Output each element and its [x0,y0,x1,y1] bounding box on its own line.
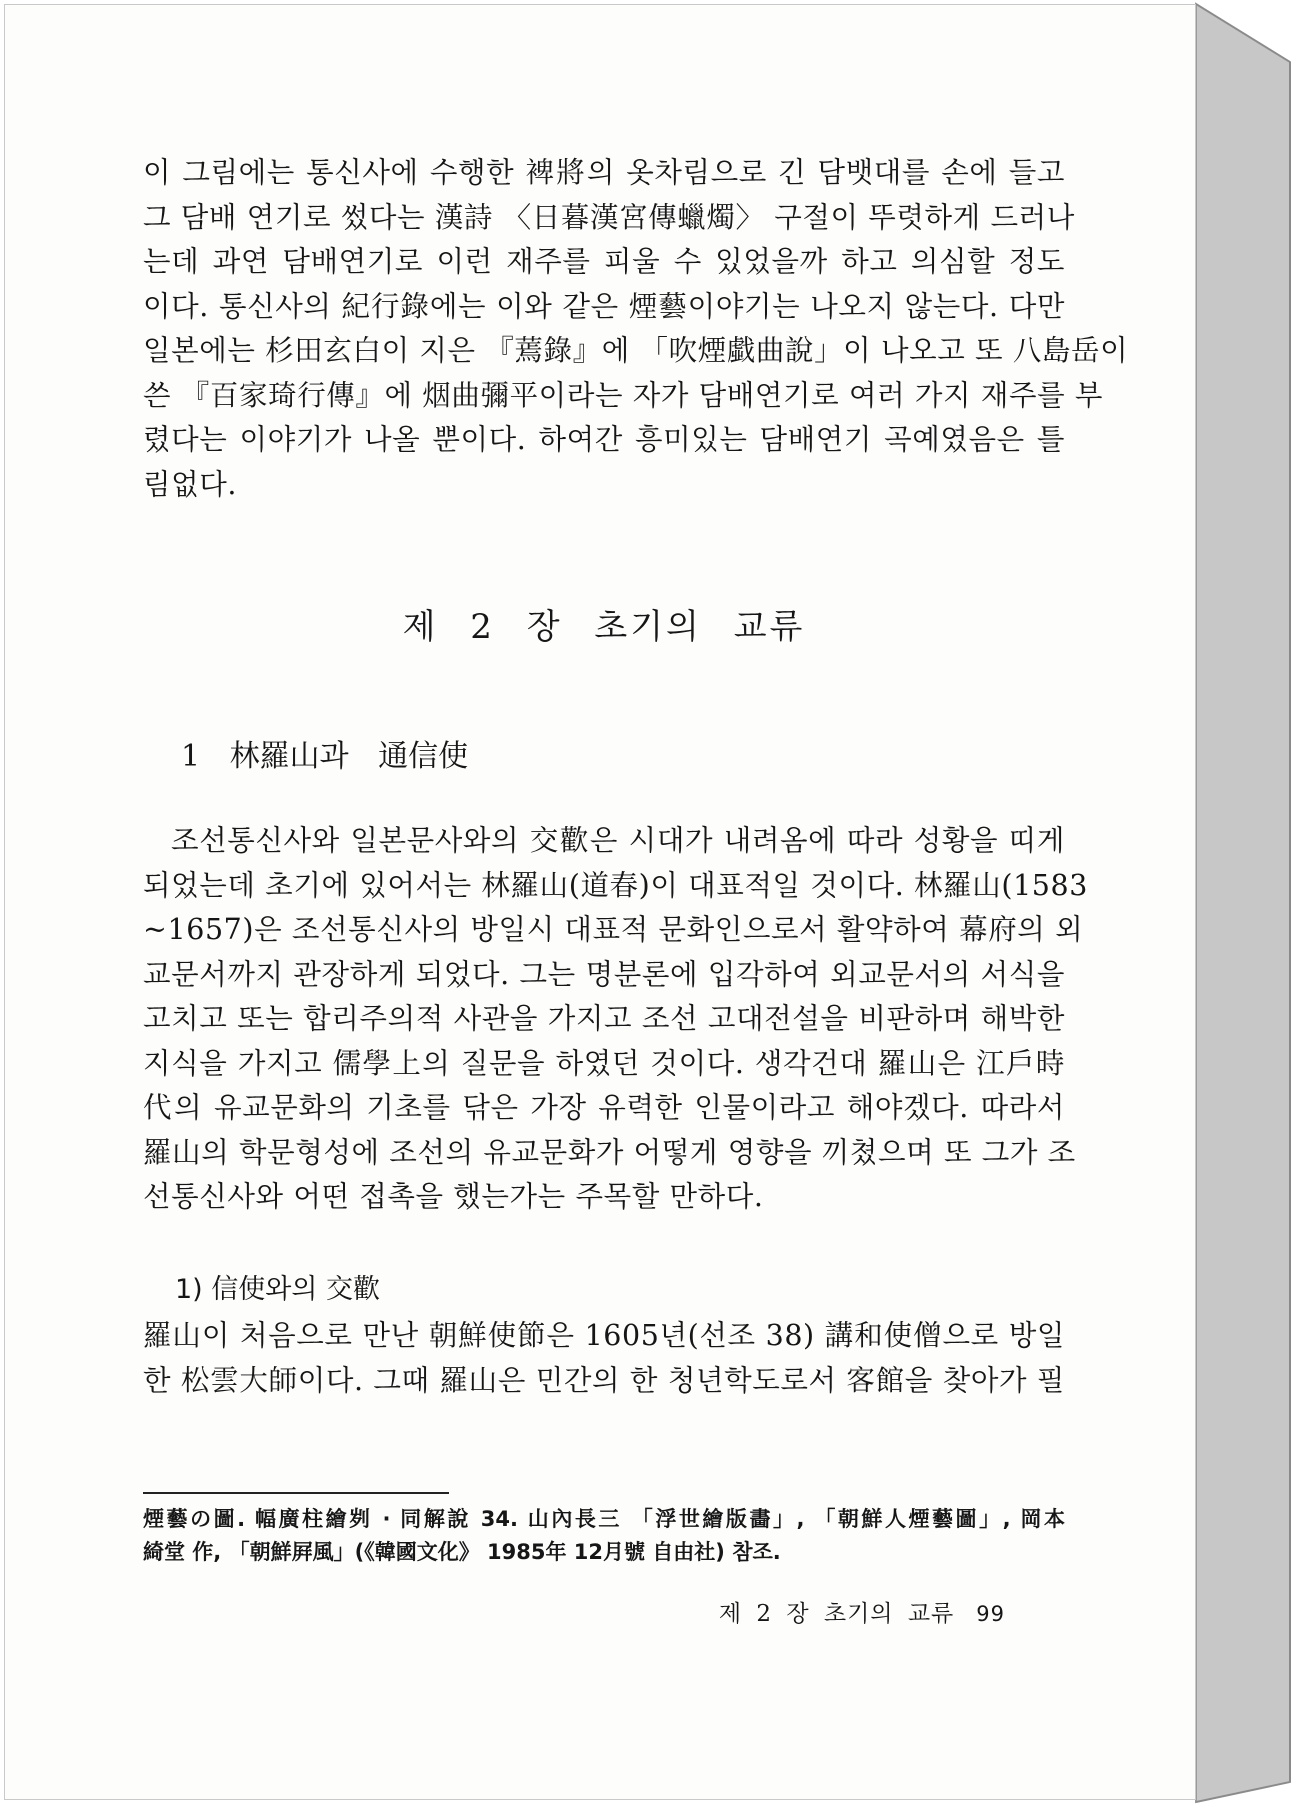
footnote-divider [143,1492,449,1494]
paragraph-section-body [143,819,1088,1220]
footnote-line: 煙藝の圖. 幅廣柱繪刿 · 同解說 34. 山內長三 「浮世繪版畵」, 「朝鮮人煙藝圖」, 岡本 [143,1507,1065,1531]
footnote [143,1503,1065,1569]
text-line: 되었는데 초기에 있어서는 林羅山(道春)이 대표적일 것이다. 林羅山(1583 [143,868,1088,902]
text-line: 교문서까지 관장하게 되었다. 그는 명분론에 입각하여 외교문서의 서식을 [143,957,1065,991]
text-line: 선통신사와 어떤 접촉을 했는가는 주목할 만하다. [143,1180,764,1213]
section-heading: 1 林羅山과 通信使 [181,739,469,774]
footnote-line: 綺堂 作, 「朝鮮屛風」(《韓國文化》 1985年 12月號 自由社) 참조. [143,1540,781,1564]
text-line: 羅山의 학문형성에 조선의 유교문화가 어떻게 영향을 끼쳤으며 또 그가 조 [143,1135,1076,1169]
text-line: ~1657)은 조선통신사의 방일시 대표적 문화인으로서 활약하여 幕府의 외 [143,913,1084,946]
chapter-title: 제 2 장 초기의 교류 [402,607,806,647]
text-line: 이 그림에는 통신사에 수행한 裨將의 옷차림으로 긴 담뱃대를 손에 들고 [143,156,1065,189]
paragraph-intro [143,151,1129,507]
subsection-heading: 1) 信使와의 交歡 [175,1274,381,1305]
text-line: 일본에는 杉田玄白이 지은 『蔫錄』에 「吹煙戱曲說」이 나오고 또 八島岳이 [143,334,1129,367]
page-content [143,151,1129,1627]
book-page [4,4,1196,1800]
text-line: 이다. 통신사의 紀行錄에는 이와 같은 煙藝이야기는 나오지 않는다. 다만 [143,289,1065,323]
text-line: 고치고 또는 합리주의적 사관을 가지고 조선 고대전설을 비판하며 해박한 [143,1002,1065,1035]
running-footer [719,1595,1005,1628]
text-line: 그 담배 연기로 썼다는 漢詩 〈日暮漢宮傳蠟燭〉 구절이 뚜렷하게 드러나 [143,200,1075,234]
text-line: 지식을 가지고 儒學上의 질문을 하였던 것이다. 생각건대 羅山은 江戶時 [143,1046,1065,1080]
text-line: 조선통신사와 일본문사와의 交歡은 시대가 내려옴에 따라 성황을 띠게 [171,824,1065,857]
page-number: 99 [976,1602,1005,1626]
text-line: 代의 유교문화의 기초를 닦은 가장 유력한 인물이라고 해야겠다. 따라서 [143,1091,1065,1124]
text-line: 는데 과연 담배연기로 이런 재주를 피울 수 있었을까 하고 의심할 정도 [143,245,1065,278]
text-line: 쓴 『百家琦行傳』에 烟曲彌平이라는 자가 담배연기로 여러 가지 재주를 부 [143,378,1103,412]
text-line: 림없다. [143,467,238,501]
footer-chapter-label: 제 2 장 초기의 교류 [718,1601,955,1627]
paragraph-subsection-body [143,1314,1065,1403]
text-line: 한 松雲大師이다. 그때 羅山은 민간의 한 청년학도로서 客館을 찾아가 필 [143,1363,1065,1397]
text-line: 羅山이 처음으로 만난 朝鮮使節은 1605년(선조 38) 講和使僧으로 방일 [143,1319,1065,1352]
text-line: 렸다는 이야기가 나올 뿐이다. 하여간 흥미있는 담배연기 곡예였음은 틀 [143,423,1065,456]
